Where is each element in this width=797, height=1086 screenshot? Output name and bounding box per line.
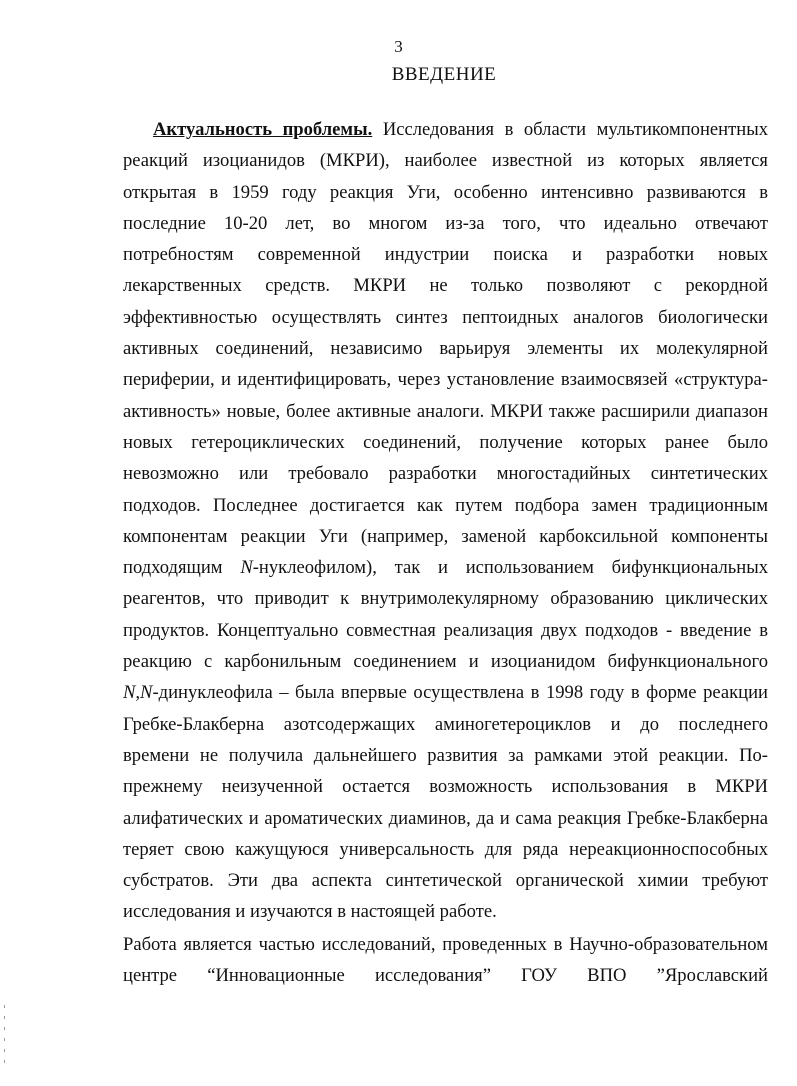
page-number: 3 — [394, 37, 403, 56]
text-line: продуктов. Концептуально совместная реализация двух подходов - введение в — [123, 619, 768, 641]
text-line: Работа является частью исследований, проведенных в Научно-образовательном — [123, 934, 768, 955]
section-heading: ВВЕДЕНИЕ — [391, 64, 497, 85]
text-line: субстратов. Эти два аспекта синтетической органической химии требуют — [123, 870, 768, 892]
paragraph-lead: Актуальность проблемы. — [153, 119, 373, 140]
text-line: реагентов, что приводит к внутримолекулярному образованию циклических — [123, 588, 768, 610]
text-line: компонентам реакции Уги (например, заменой карбоксильной компоненты — [123, 525, 768, 547]
text-line: времени не получила дальнейшего развития за рамками этой реакции. По- — [123, 744, 768, 766]
text-line — [123, 552, 768, 583]
italic-symbol: N,N — [123, 682, 153, 704]
text-line: алифатических и ароматических диаминов, да и сама реакция Гребке-Блакберна — [123, 807, 768, 829]
text-line: активных соединений, независимо варьируя элементы их молекулярной — [123, 338, 768, 360]
text-line: активность» новые, более активные аналоги. МКРИ также расширили диапазон — [123, 400, 768, 422]
italic-symbol: N — [240, 557, 253, 579]
text-line: центре “Инновационные исследования” ГОУ ВПО ”Ярославский — [123, 965, 768, 987]
text-line: реакцию с карбонильным соединением и изоцианидом бифункционального — [123, 651, 768, 673]
text-run: -динуклеофила – была впервые осуществлена в 1998 году в форме реакции — [152, 682, 768, 704]
text-line: прежнему неизученной остается возможность использования в МКРИ — [123, 776, 768, 798]
text-line: теряет свою кажущуюся универсальность для ряда нереакционноспособных — [123, 838, 768, 860]
text-line — [123, 114, 768, 145]
text-run: -нуклеофилом), так и использованием бифункциональных — [252, 557, 769, 579]
paragraph-affiliation — [123, 929, 768, 992]
text-line: лекарственных средств. МКРИ не только позволяют с рекордной — [123, 275, 768, 297]
paragraph-relevance — [123, 114, 768, 928]
text-line: периферии, и идентифицировать, через установление взаимосвязей «структура- — [123, 369, 768, 391]
text-run: подходящим — [123, 557, 241, 579]
text-line: реакций изоцианидов (МКРИ), наиболее известной из которых является — [123, 150, 768, 172]
text-line: эффективностью осуществлять синтез пептоидных аналогов биологически — [123, 306, 768, 328]
text-line: потребностям современной индустрии поиска и разработки новых — [123, 244, 768, 266]
text-line: последние 10-20 лет, во многом из-за того, что идеально отвечают — [123, 212, 768, 234]
text-line — [123, 677, 768, 708]
text-line: новых гетероциклических соединений, получение которых ранее было — [123, 431, 768, 453]
text-line: Гребке-Блакберна азотсодержащих аминогетероциклов и до последнего — [123, 713, 768, 735]
text-run: Исследования в области мультикомпонентных — [372, 119, 769, 140]
text-line: невозможно или требовало разработки многостадийных синтетических — [123, 463, 768, 485]
scan-edge-marks — [4, 1005, 8, 1075]
text-line: исследования и изучаются в настоящей работе. — [123, 901, 497, 923]
text-line: открытая в 1959 году реакция Уги, особенно интенсивно развиваются в — [123, 181, 768, 203]
text-line: подходов. Последнее достигается как путем подбора замен традиционным — [123, 494, 768, 516]
